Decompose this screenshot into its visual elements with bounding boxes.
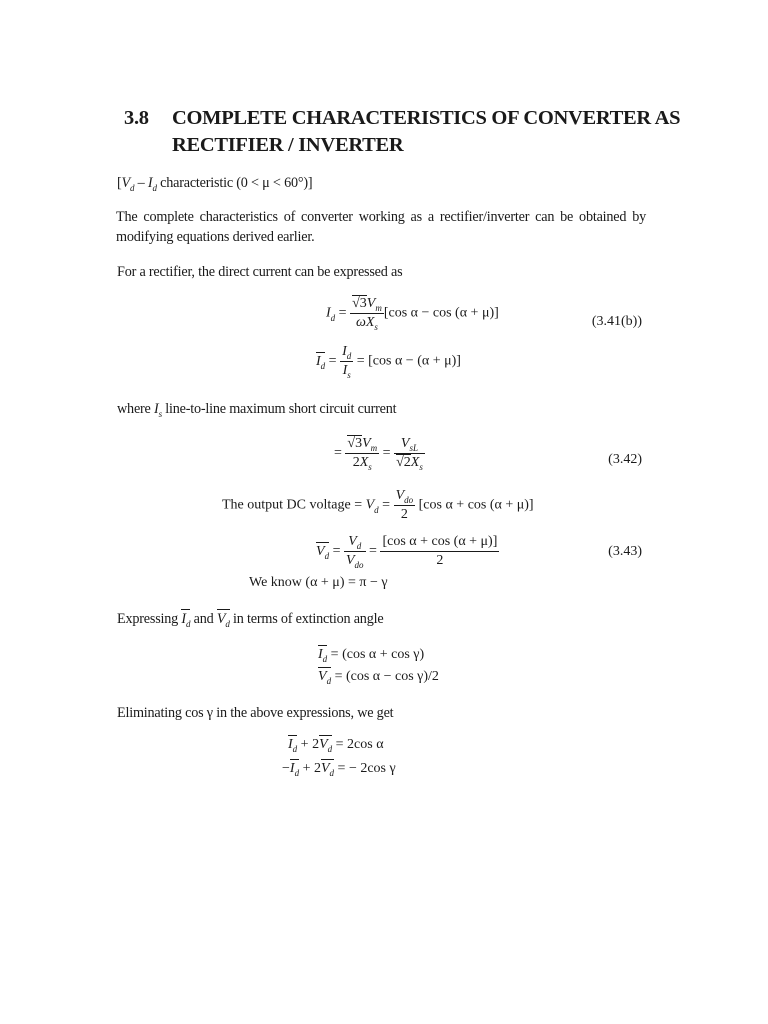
eliminating-text: Eliminating cos γ in the above expressions, we get xyxy=(117,705,394,721)
we-know-text: We know (α + μ) = π − γ xyxy=(249,575,388,590)
equation-number-3-43: (3.43) xyxy=(608,544,642,559)
equation-3-42: = $\frac{√3V_m}{2X_s}$ = $\frac{V_{sL}}{√2X_s}$ xyxy=(334,436,423,472)
equation-vd-cos: $V_d = (\cos$ α − cos γ)/2 xyxy=(318,669,439,686)
characteristic-subheading: [$V_d - I_d$ characteristic (0 < μ < 60°)] xyxy=(117,175,313,193)
equation-sum: $I_d + 2V_d = 2\cos$ α xyxy=(288,737,384,754)
equation-3-41b: $I_d$ = $\frac{√3V_m}{\omega X_s}$ [cos α − cos (α + μ)] xyxy=(326,296,499,332)
equation-diff: $-I_d + 2V_d$ = − 2cos γ xyxy=(282,761,396,778)
equation-output-dc-voltage: The output DC voltage = $V_d$ = $\frac{V_{do}}{2}$ [cos α + cos (α + μ)] xyxy=(222,488,534,522)
equation-id-normalized: $I_d$ = $\frac{I_d}{I_s}$ = [cos α − (α + μ)] xyxy=(316,344,461,380)
intro-paragraph: The complete characteristics of converter working as a rectifier/inverter can be obtained by modifying equations derived earlier. xyxy=(116,209,646,245)
section-heading xyxy=(124,105,684,159)
section-title-line1: COMPLETE CHARACTERISTICS OF CONVERTER AS xyxy=(172,107,681,129)
equation-id-cos: $I_d = (\cos$ α + cos γ) xyxy=(318,647,425,664)
characteristic-range: characteristic (0 < μ < 60°)] xyxy=(160,175,313,191)
rectifier-text: For a rectifier, the direct current can be expressed as xyxy=(117,264,403,280)
section-title-line2: RECTIFIER / INVERTER xyxy=(172,134,404,156)
equation-number-3-42: (3.42) xyxy=(608,452,642,467)
equation-3-43: $V_d$ = $\frac{V_d}{V_{do}}$ = $\frac{\text{[cos α + cos (α + μ)]}}{2}$ xyxy=(316,534,498,570)
section-number: 3.8 xyxy=(124,107,149,129)
where-text: where $I_s$ line-to-line maximum short circuit current xyxy=(117,401,397,419)
expressing-text: Expressing $I_d$ and $V_d$ in terms of extinction angle xyxy=(117,611,384,629)
equation-number-3-41b: (3.41(b)) xyxy=(591,314,642,329)
